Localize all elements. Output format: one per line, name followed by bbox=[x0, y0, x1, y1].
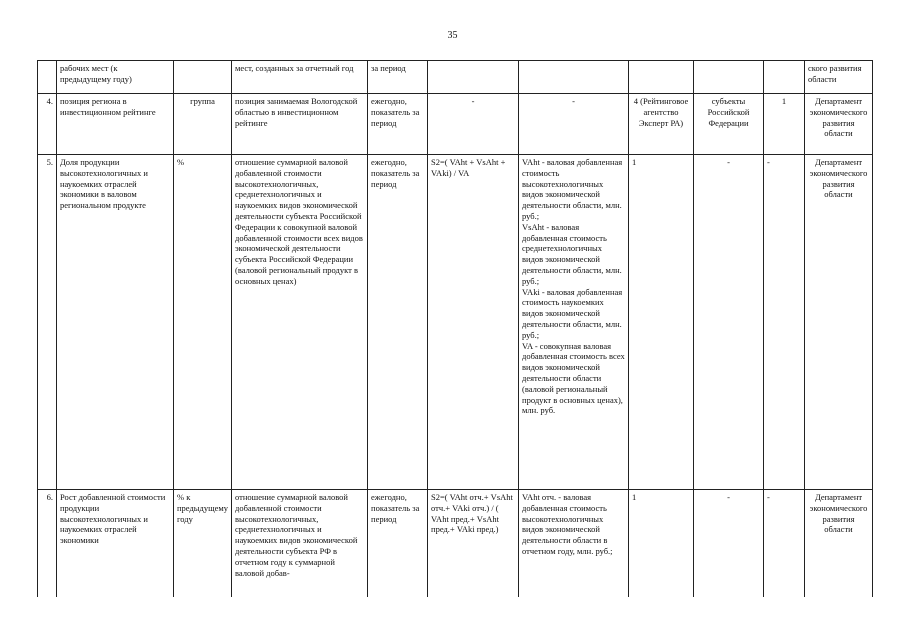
indicator-name: Доля продукции высокотехнологичных и наукоемких отраслей экономики в валовом региональном продукте bbox=[57, 155, 174, 490]
formula: S2=( VAht отч.+ VsAht отч.+ VAki отч.) / ( VAht пред.+ VsAht пред.+ VAki пред.) bbox=[428, 490, 519, 597]
coverage: - bbox=[764, 490, 805, 597]
indicators-table bbox=[37, 60, 873, 597]
definition: отношение суммарной валовой добавленной стоимости высокотехнологичных, среднетехнологичных и наукоемких видов экономической деятельности субъекта РФ в отчетном году к суммарной валовой добав- bbox=[232, 490, 368, 597]
formula: - bbox=[428, 94, 519, 155]
row-number: 6. bbox=[38, 490, 57, 597]
coverage: 1 bbox=[764, 94, 805, 155]
responsible: Департамент экономического развития области bbox=[805, 94, 873, 155]
unit bbox=[174, 61, 232, 94]
page-number: 35 bbox=[447, 30, 458, 41]
formula-variables bbox=[519, 61, 629, 94]
indicator-name: Рост добавленной стоимости продукции высокотехнологичных и наукоемких отраслей экономики bbox=[57, 490, 174, 597]
data-source bbox=[629, 61, 694, 94]
formula-variables: VAht отч. - валовая добавленная стоимость высокотехнологичных видов экономической деятельности области в отчетном году, млн. руб.; bbox=[519, 490, 629, 597]
coverage: - bbox=[764, 155, 805, 490]
periodicity: ежегодно, показатель за период bbox=[368, 490, 428, 597]
table-row bbox=[38, 61, 873, 94]
unit: % bbox=[174, 155, 232, 490]
observation-object: субъекты Российской Федерации bbox=[694, 94, 764, 155]
observation-object: - bbox=[694, 490, 764, 597]
periodicity: за период bbox=[368, 61, 428, 94]
row-number bbox=[38, 61, 57, 94]
row-number: 4. bbox=[38, 94, 57, 155]
periodicity: ежегодно, показатель за период bbox=[368, 94, 428, 155]
formula-variables: VAht - валовая добавленная стоимость высокотехнологичных видов экономической деятельности области, млн. руб.; VsAht - валовая добавленная стоимость среднетехнологичных видов экономической деятельности области, млн. руб.; VAki - валовая добавленная стоимость наукоемких видов экономической деятельности области, млн. руб.; VA - совокупная валовая добавленная стоимость всех видов экономической деятельности области (валовой региональный продукт в основных ценах), млн. руб. bbox=[519, 155, 629, 490]
definition: отношение суммарной валовой добавленной стоимости высокотехнологичных, среднетехнологичных и наукоемких видов экономической деятельности субъекта Российской Федерации к совокупной валовой добавленной стоимости всех видов экономической деятельности субъекта Российской Федерации (валовой региональный продукт в основных ценах) bbox=[232, 155, 368, 490]
data-source: 1 bbox=[629, 490, 694, 597]
responsible: Департамент экономического развития области bbox=[805, 490, 873, 597]
formula-variables: - bbox=[519, 94, 629, 155]
table-row bbox=[38, 490, 873, 597]
observation-object: - bbox=[694, 155, 764, 490]
formula bbox=[428, 61, 519, 94]
responsible: Департамент экономического развития области bbox=[805, 155, 873, 490]
data-source: 1 bbox=[629, 155, 694, 490]
periodicity: ежегодно, показатель за период bbox=[368, 155, 428, 490]
table-row bbox=[38, 155, 873, 490]
unit: % к предыдущему году bbox=[174, 490, 232, 597]
table-row bbox=[38, 94, 873, 155]
responsible: ского развития области bbox=[805, 61, 873, 94]
definition: позиция занимаемая Вологодской областью в инвестиционном рейтинге bbox=[232, 94, 368, 155]
indicator-name: рабочих мест (к предыдущему году) bbox=[57, 61, 174, 94]
observation-object bbox=[694, 61, 764, 94]
formula: S2=( VAht + VsAht + VAki) / VA bbox=[428, 155, 519, 490]
indicator-name: позиция региона в инвестиционном рейтинге bbox=[57, 94, 174, 155]
unit: группа bbox=[174, 94, 232, 155]
definition: мест, созданных за отчетный год bbox=[232, 61, 368, 94]
coverage bbox=[764, 61, 805, 94]
data-source: 4 (Рейтинговое агентство Эксперт РА) bbox=[629, 94, 694, 155]
row-number: 5. bbox=[38, 155, 57, 490]
